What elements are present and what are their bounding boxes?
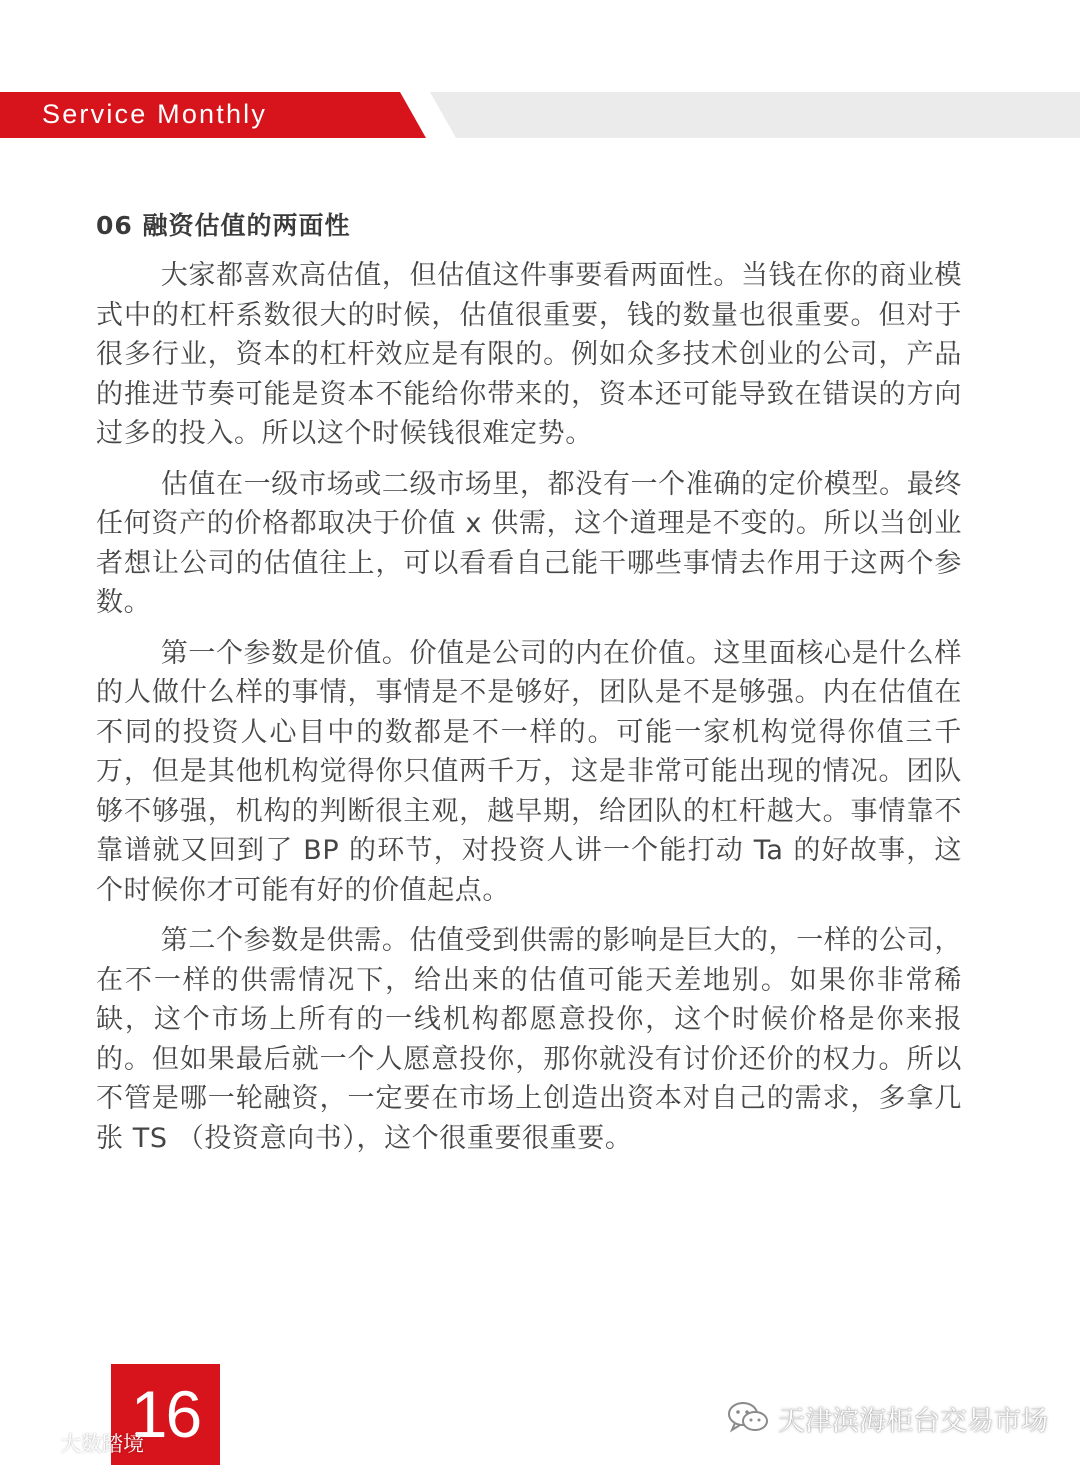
watermark-right — [726, 1396, 1048, 1440]
section-heading: 06 融资估值的两面性 — [96, 211, 351, 240]
header-title: Service Monthly — [42, 99, 268, 129]
paragraph-1: 大家都喜欢高估值，但估值这件事要看两面性。当钱在你的商业模式中的杠杆系数很大的时候，估值很重要，钱的数量也很重要。但对于很多行业，资本的杠杆效应是有限的。例如众多技术创业的公司，产品的推进节奏可能是资本不能给你带来的，资本还可能导致在错误的方向过多的投入。所以这个时候钱很难定势。 — [96, 260, 962, 449]
cloud-logo-icon — [8, 1431, 54, 1455]
header-band-gray — [430, 92, 1080, 138]
watermark-left-text: 大数踏境 — [60, 1432, 144, 1456]
article-body — [96, 256, 962, 1169]
paragraph-4: 第二个参数是供需。估值受到供需的影响是巨大的，一样的公司，在不一样的供需情况下，给出来的估值可能天差地别。如果你非常稀缺，这个市场上所有的一线机构都愿意投你，这个时候价格是你来报的。但如果最后就一个人愿意投你，那你就没有讨价还价的权力。所以不管是哪一轮融资，一定要在市场上创造出资本对自己的需求，多拿几张 TS （投资意向书），这个很重要很重要。 — [96, 925, 962, 1154]
paragraph-2: 估值在一级市场或二级市场里，都没有一个准确的定价模型。最终任何资产的价格都取决于价值 x 供需，这个道理是不变的。所以当创业者想让公司的估值往上，可以看看自己能干哪些事情去作用于这两个参数。 — [96, 468, 962, 618]
watermark-left — [8, 1428, 144, 1458]
watermark-right-text: 天津滨海柜台交易市场 — [778, 1405, 1048, 1437]
paragraph-3: 第一个参数是价值。价值是公司的内在价值。这里面核心是什么样的人做什么样的事情，事情是不是够好，团队是不是够强。内在估值在不同的投资人心目中的数都是不一样的。可能一家机构觉得你值三千万，但是其他机构觉得你只值两千万，这是非常可能出现的情况。团队够不够强，机构的判断很主观，越早期，给团队的杠杆越大。事情靠不靠谱就又回到了 BP 的环节，对投资人讲一个能打动 Ta 的好故事，这个时候你才可能有好的价值起点。 — [96, 637, 962, 906]
wechat-icon — [726, 1400, 770, 1436]
page-number: 16 — [130, 1377, 201, 1451]
